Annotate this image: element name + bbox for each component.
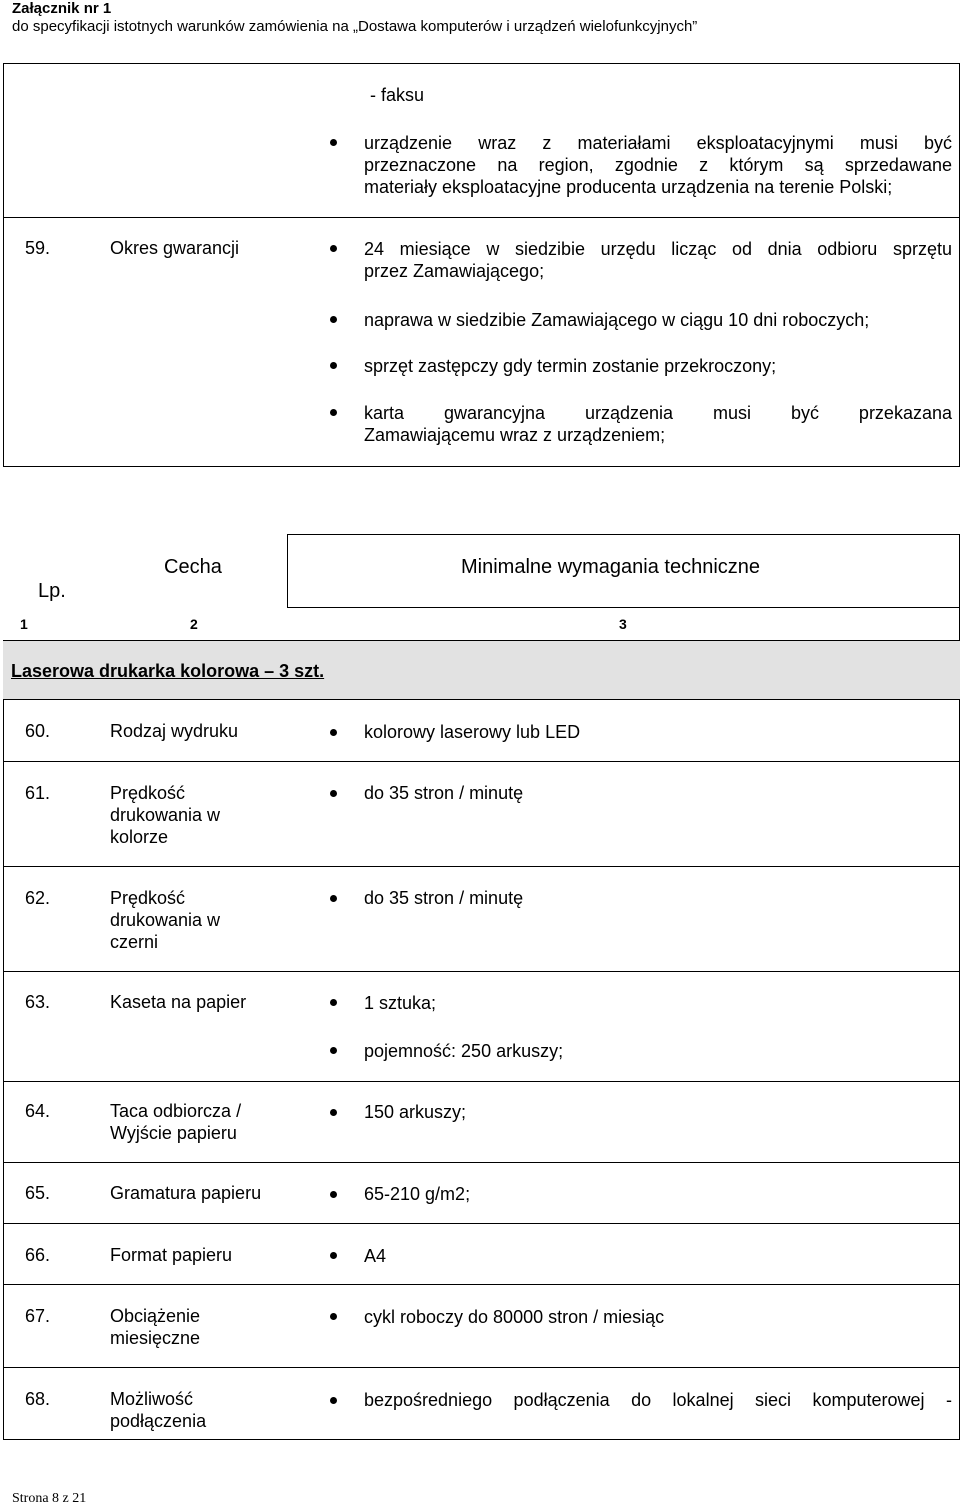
bullet-icon [330,362,337,369]
column-number-1: 1 [20,616,28,632]
row-61-feature-line-3: kolorze [110,827,169,847]
row-63-item-2: pojemność: 250 arkuszy; [364,1041,564,1061]
row-67-lp: 67. [25,1306,51,1326]
header-requirements: Minimalne wymagania techniczne [461,556,761,578]
section-title: Laserowa drukarka kolorowa – 3 szt. [11,661,325,681]
row-65-lp: 65. [25,1183,51,1203]
bullet-icon [330,729,337,736]
row-divider [3,866,960,867]
warranty-bullet-1-line-1: 24 miesiące w siedzibie urzędu licząc od dnia odbioru sprzętu [364,239,952,259]
fax-line: - faksu [370,85,425,105]
spec-header-divider [287,534,288,608]
header-feature: Cecha [164,556,222,578]
spec-header-underline [287,607,960,608]
column-number-3: 3 [619,616,627,632]
bullet-icon [330,1397,337,1404]
row-67-feature-line-2: miesięczne [110,1328,201,1348]
bullet-icon [330,1109,337,1116]
row-66-item: A4 [364,1246,387,1266]
column-number-2: 2 [190,616,198,632]
section-band-top [3,640,960,641]
row-64-feature-line-1: Taca odbiorcza / [110,1101,242,1121]
row-63-feature: Kaseta na papier [110,992,247,1012]
bullet-icon [330,139,337,146]
row-63-lp: 63. [25,992,51,1012]
page-number: Strona 8 z 21 [12,1491,87,1506]
row-divider [3,971,960,972]
row-59-number: 59. [25,238,51,258]
bullet-icon [330,1047,337,1054]
row-60-lp: 60. [25,721,51,741]
row-63-item-1: 1 sztuka; [364,993,437,1013]
row-61-feature-line-2: drukowania w [110,805,221,825]
row-divider [3,1367,960,1368]
bullet-icon [330,999,337,1006]
warranty-bullet-1-line-2: przez Zamawiającego; [364,261,545,281]
warranty-bullet-2: naprawa w siedzibie Zamawiającego w ciągu 10 dni roboczych; [364,310,870,330]
bullet-icon [330,1313,337,1320]
row-67-item: cykl roboczy do 80000 stron / miesiąc [364,1307,665,1327]
material-bullet-line-2: przeznaczone na region, zgodnie z którym są sprzedawane [364,155,952,175]
row-62-feature-line-3: czerni [110,932,159,952]
bullet-icon [330,409,337,416]
document-title: Załącznik nr 1 [12,0,112,17]
row-62-feature-line-1: Prędkość [110,888,186,908]
row-68-item: bezpośredniego podłączenia do lokalnej sieci komputerowej - [364,1390,952,1410]
row-divider [3,761,960,762]
row-62-feature-line-2: drukowania w [110,910,221,930]
warranty-bullet-4-line-2: Zamawiającemu wraz z urządzeniem; [364,425,666,445]
row-68-lp: 68. [25,1389,51,1409]
row-64-item: 150 arkuszy; [364,1102,467,1122]
warranty-bullet-4-line-1: karta gwarancyjna urządzenia musi być przekazana [364,403,952,423]
row-59-feature: Okres gwarancji [110,238,240,258]
row-64-lp: 64. [25,1101,51,1121]
row-66-feature: Format papieru [110,1245,233,1265]
document-subtitle: do specyfikacji istotnych warunków zamówienia na „Dostawa komputerów i urządzeń wielofunkcyjnych” [12,18,698,35]
row-60-item: kolorowy laserowy lub LED [364,722,581,742]
spec-header-top-border [287,534,960,535]
row-61-lp: 61. [25,783,51,803]
row-62-lp: 62. [25,888,51,908]
row-divider [3,1081,960,1082]
bullet-icon [330,1252,337,1259]
row-65-feature: Gramatura papieru [110,1183,262,1203]
row-divider [3,1284,960,1285]
top-table-row-divider [3,217,960,218]
row-divider [3,1162,960,1163]
row-64-feature-line-2: Wyjście papieru [110,1123,237,1143]
material-bullet-line-1: urządzenie wraz z materiałami eksploatacyjnymi musi być [364,133,952,153]
row-68-feature-line-2: podłączenia [110,1411,207,1431]
row-61-item: do 35 stron / minutę [364,783,524,803]
row-62-item: do 35 stron / minutę [364,888,524,908]
warranty-bullet-3: sprzęt zastępczy gdy termin zostanie przekroczony; [364,356,777,376]
bullet-icon [330,790,337,797]
row-65-item: 65-210 g/m2; [364,1184,471,1204]
bullet-icon [330,1191,337,1198]
bullet-icon [330,316,337,323]
row-67-feature-line-1: Obciążenie [110,1306,201,1326]
bullet-icon [330,895,337,902]
header-lp: Lp. [38,580,66,602]
material-bullet-line-3: materiały eksploatacyjne producenta urządzenia na terenie Polski; [364,177,893,197]
row-66-lp: 66. [25,1245,51,1265]
row-60-feature: Rodzaj wydruku [110,721,239,741]
row-68-feature-line-1: Możliwość [110,1389,194,1409]
row-divider [3,1223,960,1224]
bullet-icon [330,245,337,252]
row-61-feature-line-1: Prędkość [110,783,186,803]
